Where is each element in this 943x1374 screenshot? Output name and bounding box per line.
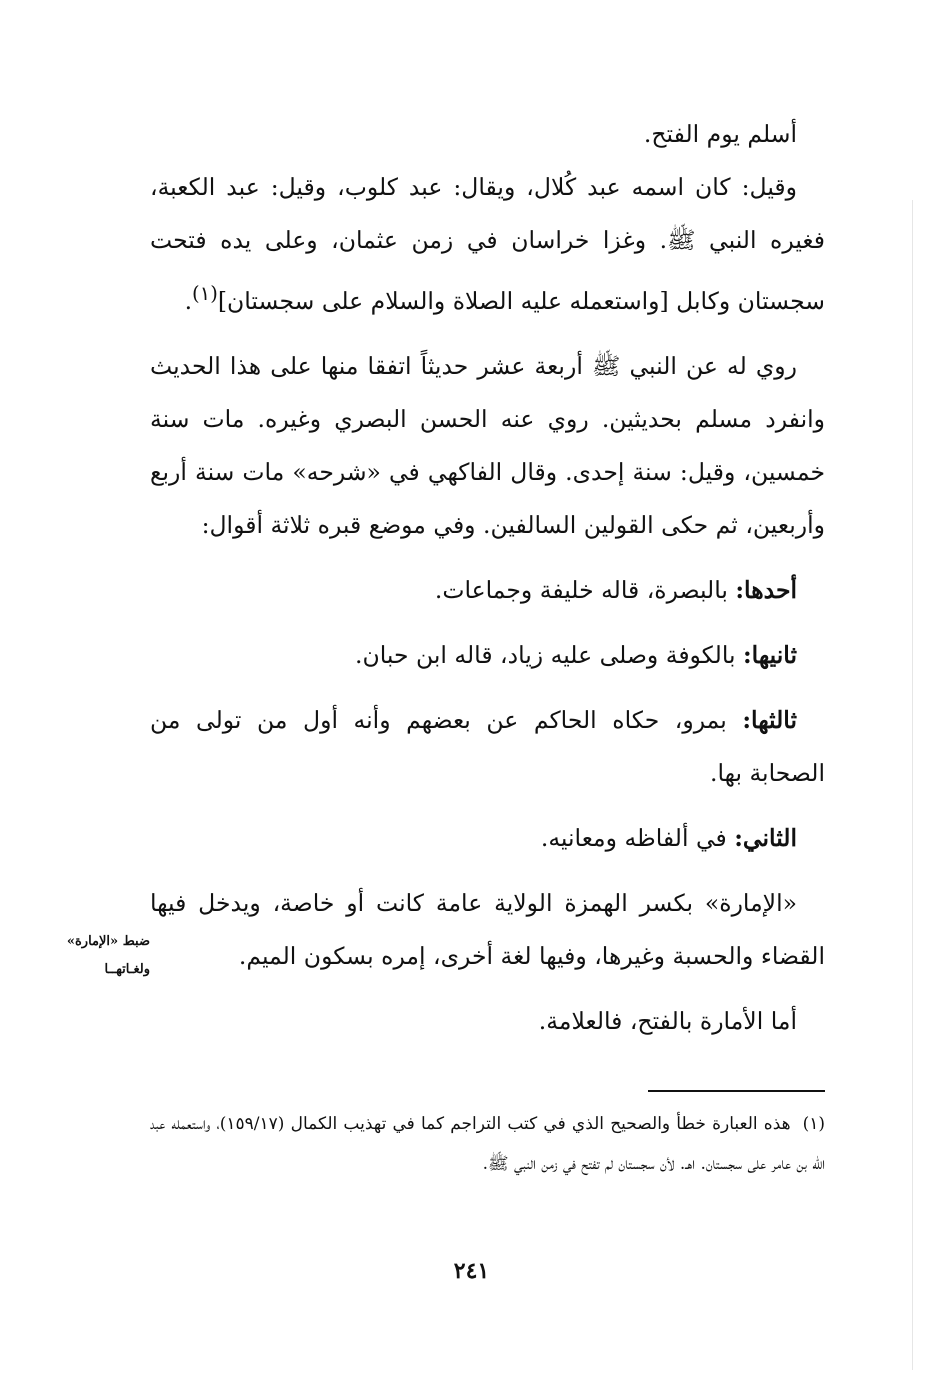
list-item-1 bbox=[150, 564, 825, 617]
list-item-3-label: ثالثها: bbox=[742, 705, 797, 734]
section-heading bbox=[150, 812, 825, 865]
list-item-2-text: بالكوفة وصلى عليه زياد، قاله ابن حبان. bbox=[355, 640, 743, 669]
list-item-3-text: بمرو، حكاه الحاكم عن بعضهم وأنه أول من تولى من الصحابة بها. bbox=[150, 705, 825, 787]
page-number: ٢٤١ bbox=[453, 1258, 490, 1284]
paragraph-2-end: . bbox=[184, 286, 193, 315]
main-text bbox=[150, 108, 825, 1048]
margin-note-line-2: ولغـاتهــا bbox=[104, 962, 150, 977]
footnote-text: هذه العبارة خطأ والصحيح الذي في كتب التراجم كما في تهذيب الكمال (١٥٩/١٧)، واستعمله عبد الله بن عامر على سجستان. اهـ. لأن سجستان لم تفتح في زمن النبي ﷺ. bbox=[150, 1114, 825, 1174]
list-item-3 bbox=[150, 694, 825, 800]
paragraph-2-text: وقيل: كان اسمه عبد كُلال، ويقال: عبد كلوب، وقيل: عبد الكعبة، فغيره النبي ﷺ. وغزا خراسان في زمن عثمان، وعلى يده فتحت سجستان وكابل [واستعمله عليه الصلاة والسلام على سجستان] bbox=[150, 173, 825, 315]
paragraph-2 bbox=[150, 161, 825, 328]
footnote-separator bbox=[648, 1090, 825, 1092]
list-item-1-label: أحدها: bbox=[735, 575, 797, 604]
section-text: في ألفاظه ومعانيه. bbox=[540, 823, 735, 852]
footnote-number: (١) bbox=[802, 1114, 825, 1134]
list-item-1-text: بالبصرة، قاله خليفة وجماعات. bbox=[434, 575, 736, 604]
paragraph-4: «الإمارة» بكسر الهمزة الولاية عامة كانت أو خاصة، ويدخل فيها القضاء والحسبة وغيرها، وفيها لغة أخرى، إمره بسكون الميم. bbox=[150, 888, 825, 970]
footnote-reference: (١) bbox=[192, 282, 218, 305]
list-item-2 bbox=[150, 629, 825, 682]
paragraph-1: أسلم يوم الفتح. bbox=[643, 120, 797, 148]
margin-note bbox=[56, 928, 150, 984]
paragraph-3: روي له عن النبي ﷺ أربعة عشر حديثاً اتفقا منها على هذا الحديث وانفرد مسلم بحديثين. روي عنه الحسن البصري وغيره. مات سنة خمسين، وقيل: سنة إحدى. وقال الفاكهي في «شرحه» مات سنة أربع وأربعين، ثم حكى القولين السالفين. وفي موضع قبره ثلاثة أقوال: bbox=[150, 351, 825, 539]
section-label: الثاني: bbox=[734, 823, 797, 852]
footnote-1 bbox=[150, 1104, 825, 1184]
list-item-2-label: ثانيها: bbox=[743, 640, 797, 669]
footnotes bbox=[150, 1104, 825, 1184]
paragraph-5: أما الأمارة بالفتح، فالعلامة. bbox=[538, 1006, 797, 1035]
page-edge-line bbox=[912, 200, 913, 1370]
margin-note-line-1: ضبط «الإمارة» bbox=[66, 934, 150, 949]
